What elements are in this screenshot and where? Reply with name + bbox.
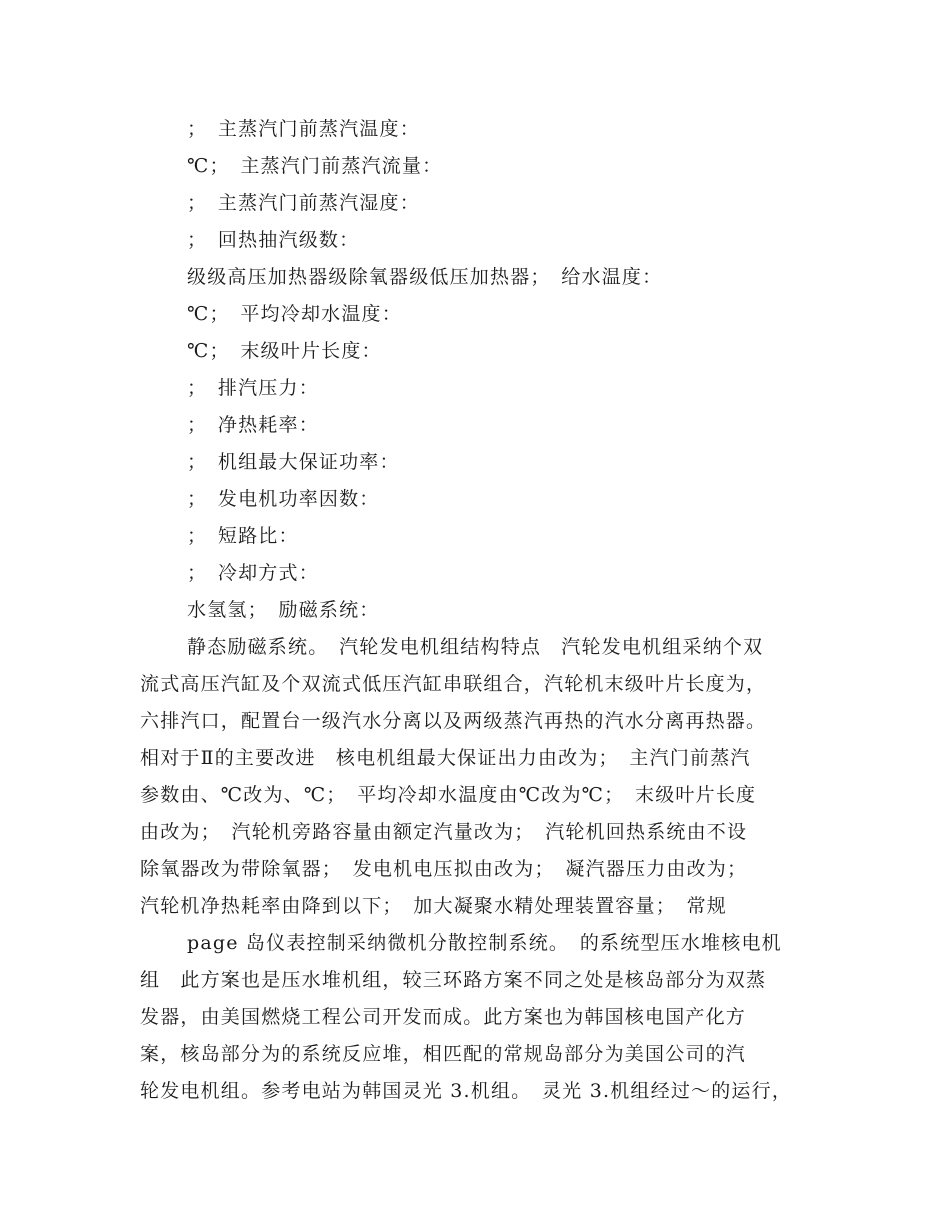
paragraph-line: 参数由、℃改为、℃； 平均冷却水温度由℃改为℃； 末级叶片长度: [140, 784, 757, 806]
paragraph-line: 组 此方案也是压水堆机组，较三环路方案不同之处是核岛部分为双蒸: [140, 969, 767, 991]
text-line: ； 主蒸汽门前蒸汽湿度：: [187, 192, 420, 214]
paragraph-line: 流式高压汽缸及个双流式低压汽缸串联组合，汽轮机末级叶片长度为，: [140, 673, 767, 695]
text-line: ； 冷却方式：: [187, 562, 319, 584]
text-line: ℃； 主蒸汽门前蒸汽流量：: [187, 155, 443, 177]
paragraph-line: 汽轮机净热耗率由降到以下； 加大凝聚水精处理装置容量； 常规: [140, 895, 728, 917]
paragraph-line: 由改为； 汽轮机旁路容量由额定汽量改为； 汽轮机回热系统由不设: [140, 821, 748, 843]
text-line: ； 发电机功率因数：: [187, 488, 380, 510]
paragraph-line: 除氧器改为带除氧器； 发电机电压拟由改为； 凝汽器压力由改为；: [140, 858, 748, 880]
text-line: ； 短路比：: [187, 525, 299, 547]
paragraph-line: 静态励磁系统。 汽轮发电机组结构特点 汽轮发电机组采纳个双: [187, 636, 764, 658]
text-line: 水氢氢； 励磁系统：: [187, 599, 380, 621]
paragraph-line: 发器，由美国燃烧工程公司开发而成。此方案也为韩国核电国产化方: [140, 1006, 747, 1028]
text-line: ； 回热抽汽级数：: [187, 229, 360, 251]
paragraph-line: page 岛仪表控制采纳微机分散控制系统。 的系统型压水堆核电机: [187, 932, 782, 954]
text-line: ； 排汽压力：: [187, 377, 319, 399]
text-line: ； 净热耗率：: [187, 414, 319, 436]
paragraph-line: 相对于Ⅱ的主要改进 核电机组最大保证出力由改为； 主汽门前蒸汽: [140, 747, 751, 769]
text-line: 级级高压加热器级除氧器级低压加热器； 给水温度：: [187, 266, 663, 288]
text-line: ℃； 末级叶片长度：: [187, 340, 382, 362]
text-line: ； 主蒸汽门前蒸汽温度：: [187, 118, 420, 140]
text-line: ； 机组最大保证功率：: [187, 451, 400, 473]
text-line: ℃； 平均冷却水温度：: [187, 303, 402, 325]
paragraph-line: 案，核岛部分为的系统反应堆，相匹配的常规岛部分为美国公司的汽: [140, 1043, 747, 1065]
paragraph-line: 六排汽口，配置台一级汽水分离以及两级蒸汽再热的汽水分离再热器。: [140, 710, 767, 732]
paragraph-line: 轮发电机组。参考电站为韩国灵光 3.机组。 灵光 3.机组经过～的运行，: [140, 1080, 793, 1102]
